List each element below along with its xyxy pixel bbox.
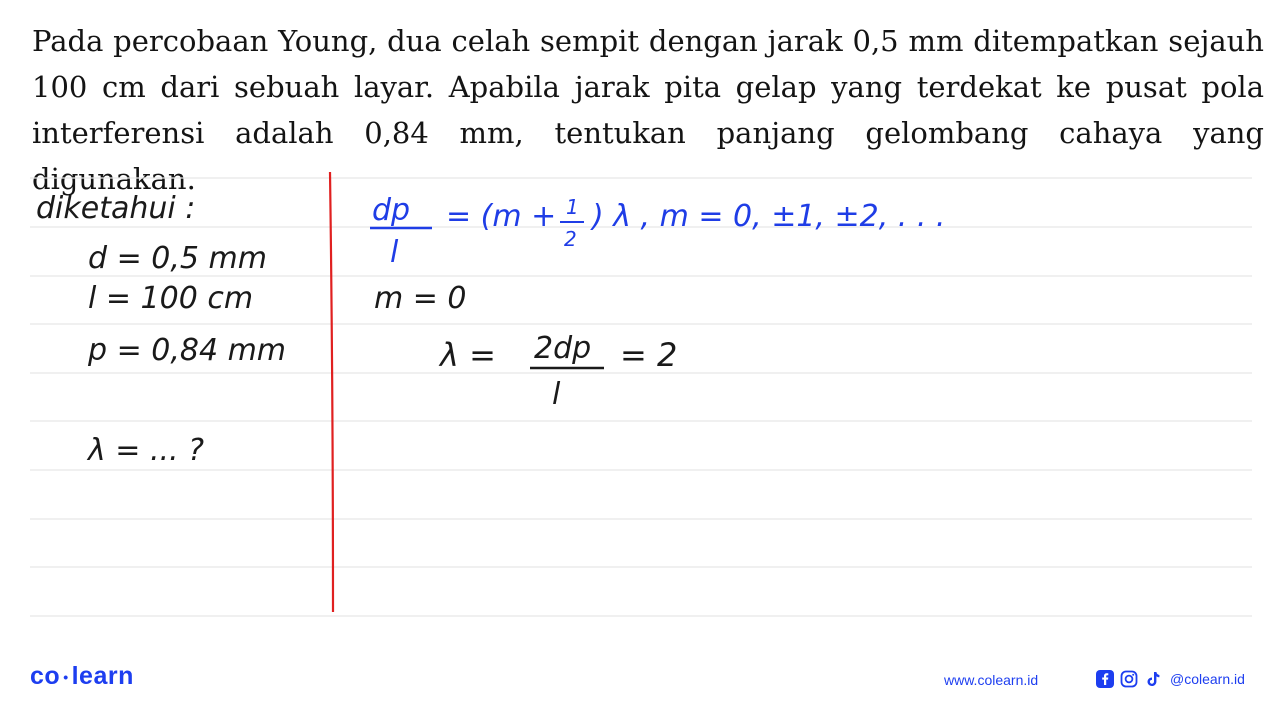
facebook-icon[interactable] xyxy=(1096,670,1114,688)
known-l: l = 100 cm xyxy=(88,281,254,316)
known-d: d = 0,5 mm xyxy=(88,241,267,276)
colearn-logo xyxy=(30,662,134,691)
question-text: Pada percobaan Young, dua celah sempit dengan jarak 0,5 mm ditempatkan sejauh 100 cm dari sebuah layar. Apabila jarak pita gelap yang terdekat ke pusat pola interferensi adalah 0,84 mm, tentukan panjang gelombang cahaya yang digunakan. xyxy=(32,24,1264,196)
formula-denominator: l xyxy=(390,235,399,270)
half-denominator: 2 xyxy=(564,227,577,251)
known-p: p = 0,84 mm xyxy=(88,333,287,368)
social-links xyxy=(1096,670,1245,688)
known-heading: diketahui : xyxy=(36,191,196,226)
website-link[interactable]: www.colearn.id xyxy=(944,672,1039,688)
lambda-rhs: = 2 xyxy=(620,336,678,374)
formula-numerator: dp xyxy=(372,193,411,228)
formula-rhs: = (m + xyxy=(446,199,557,234)
social-handle[interactable]: @colearn.id xyxy=(1170,671,1245,687)
brand-left: co xyxy=(30,662,61,690)
known-lambda: λ = ... ? xyxy=(88,433,205,468)
m-value: m = 0 xyxy=(374,281,467,316)
tiktok-icon[interactable] xyxy=(1144,670,1162,688)
brand-right: learn xyxy=(71,662,134,690)
lambda-numerator: 2dp xyxy=(534,331,592,366)
half-numerator: 1 xyxy=(566,195,579,219)
brand-dot: • xyxy=(63,669,69,686)
formula-tail: ) λ , m = 0, ±1, ±2, . . . xyxy=(592,199,946,234)
lambda-denominator: l xyxy=(552,377,561,412)
lambda-lhs: λ = xyxy=(440,336,496,374)
divider-line xyxy=(330,172,333,612)
instagram-icon[interactable] xyxy=(1120,670,1138,688)
